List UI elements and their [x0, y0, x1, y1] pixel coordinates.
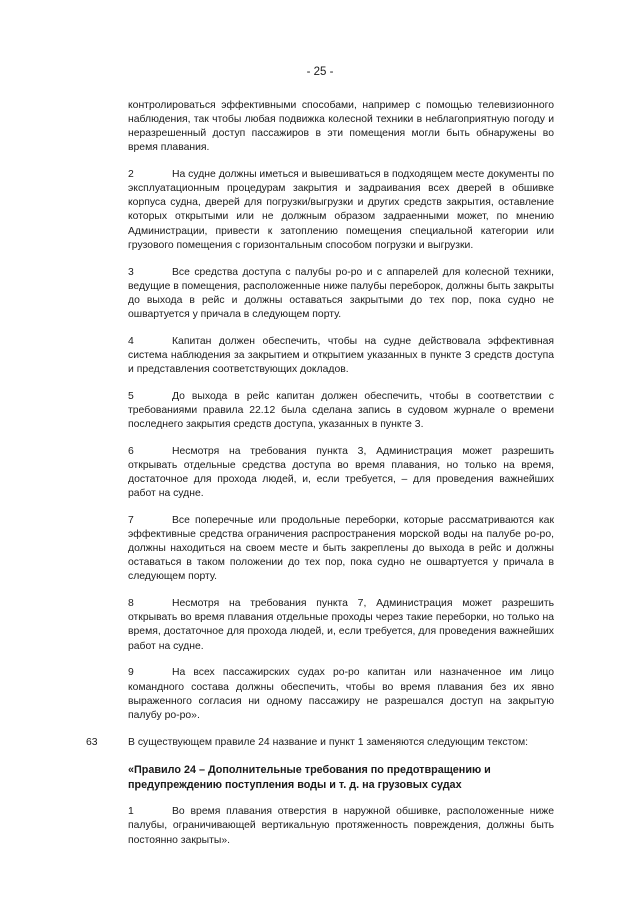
paragraph-9: [128, 666, 554, 722]
paragraph-2: [128, 168, 554, 253]
paragraph-text: Капитан должен обеспечить, чтобы на судне действовала эффективная система наблюдения за закрытием и открытием указанных в пункте 3 средств доступа и представления соответствующих докладов.: [128, 335, 554, 375]
rule-24-paragraph-1: [128, 805, 554, 847]
paragraph-number: 9: [128, 667, 134, 679]
paragraph-text: На всех пассажирских судах ро-ро капитан или назначенное им лицо командного состава должны обеспечить, чтобы во время плавания без их явно выраженного согласия ни одному пассажиру не разрешался доступ на закрытую палубу ро-ро».: [128, 667, 554, 721]
paragraph-number: 5: [128, 390, 134, 402]
page-number: - 25 -: [306, 66, 334, 78]
paragraph-number: 2: [128, 169, 134, 181]
paragraph-text: Несмотря на требования пункта 3, Администрация может разрешить открывать отдельные средства доступа во время плавания, но только на время, достаточное для прохода людей, и, если требуется, – для проведения важнейших работ на судне.: [128, 445, 554, 500]
paragraph-number: 7: [128, 515, 134, 527]
paragraph-5: [128, 390, 554, 432]
paragraph-text: Во время плавания отверстия в наружной обшивке, расположенные ниже палубы, ограничивающей вертикальную протяженность повреждения, должны быть постоянно закрыты».: [128, 806, 554, 846]
paragraph-number: 3: [128, 266, 134, 278]
paragraph-number: 8: [128, 598, 134, 610]
paragraph-6: [128, 445, 554, 501]
paragraph-number: 6: [128, 445, 134, 457]
paragraph-4: [128, 335, 554, 377]
paragraph-text: До выхода в рейс капитан должен обеспечить, чтобы в соответствии с требованиями правила 22.12 была сделана запись в судовом журнале о времени последнего закрытия средств доступа, указанных в пункте 3.: [128, 390, 554, 430]
document-body: [86, 99, 554, 860]
paragraph-number: 1: [128, 806, 134, 818]
paragraph-8: [128, 597, 554, 653]
amendment-number: 63: [86, 736, 98, 748]
paragraph-text: Несмотря на требования пункта 7, Администрация может разрешить открывать во время плавания отдельные проходы через такие переборки, но только на время, достаточное для прохода людей, и, если требуется, для проведения важнейших работ на судне.: [128, 598, 554, 652]
paragraph-continuation: [128, 99, 554, 155]
paragraph-text: На судне должны иметься и вывешиваться в подходящем месте документы по эксплуатационным процедурам закрытия и задраивания всех дверей в обшивке корпуса судна, дверей для погрузки/выгрузки и других средств закрытия, оставление которых открытыми или не должным образом задраенными может, по мнению Администрации, привести к затоплению помещения специальной категории или грузового помещения с горизонтальным способом погрузки и выгрузки.: [128, 169, 554, 251]
paragraph-text: контролироваться эффективными способами, например с помощью телевизионного наблюдения, так чтобы любая подвижка колесной техники в неблагоприятную погоду и неразрешенный доступ пассажиров в эти помещения могли быть обнаружены во время плавания.: [128, 100, 554, 154]
rule-24-title: «Правило 24 – Дополнительные требования по предотвращению и предупреждению поступления воды и т. д. на грузовых судах: [128, 763, 491, 791]
paragraph-3: [128, 266, 554, 322]
paragraph-number: 4: [128, 335, 134, 347]
amendment-text: В существующем правиле 24 название и пункт 1 заменяются следующим текстом:: [128, 736, 529, 748]
amendment-item-63: [86, 736, 554, 750]
paragraph-7: [128, 514, 554, 584]
paragraph-text: Все поперечные или продольные переборки, которые рассматриваются как эффективные средства ограничения распространения морской воды на палубе ро-ро, должны находиться на своем месте и быть закреплены до выхода в рейс и должны оставаться в таком положении до тех пор, пока судно не ошвартуется у причала в следующем порту.: [128, 515, 554, 583]
paragraph-text: Все средства доступа с палубы ро-ро и с аппарелей для колесной техники, ведущие в помещения, расположенные ниже палубы переборок, должны быть закрыты до выхода в рейс и должны оставаться закрытыми до тех пор, пока судно не ошвартуется у причала в следующем порту.: [128, 266, 554, 320]
